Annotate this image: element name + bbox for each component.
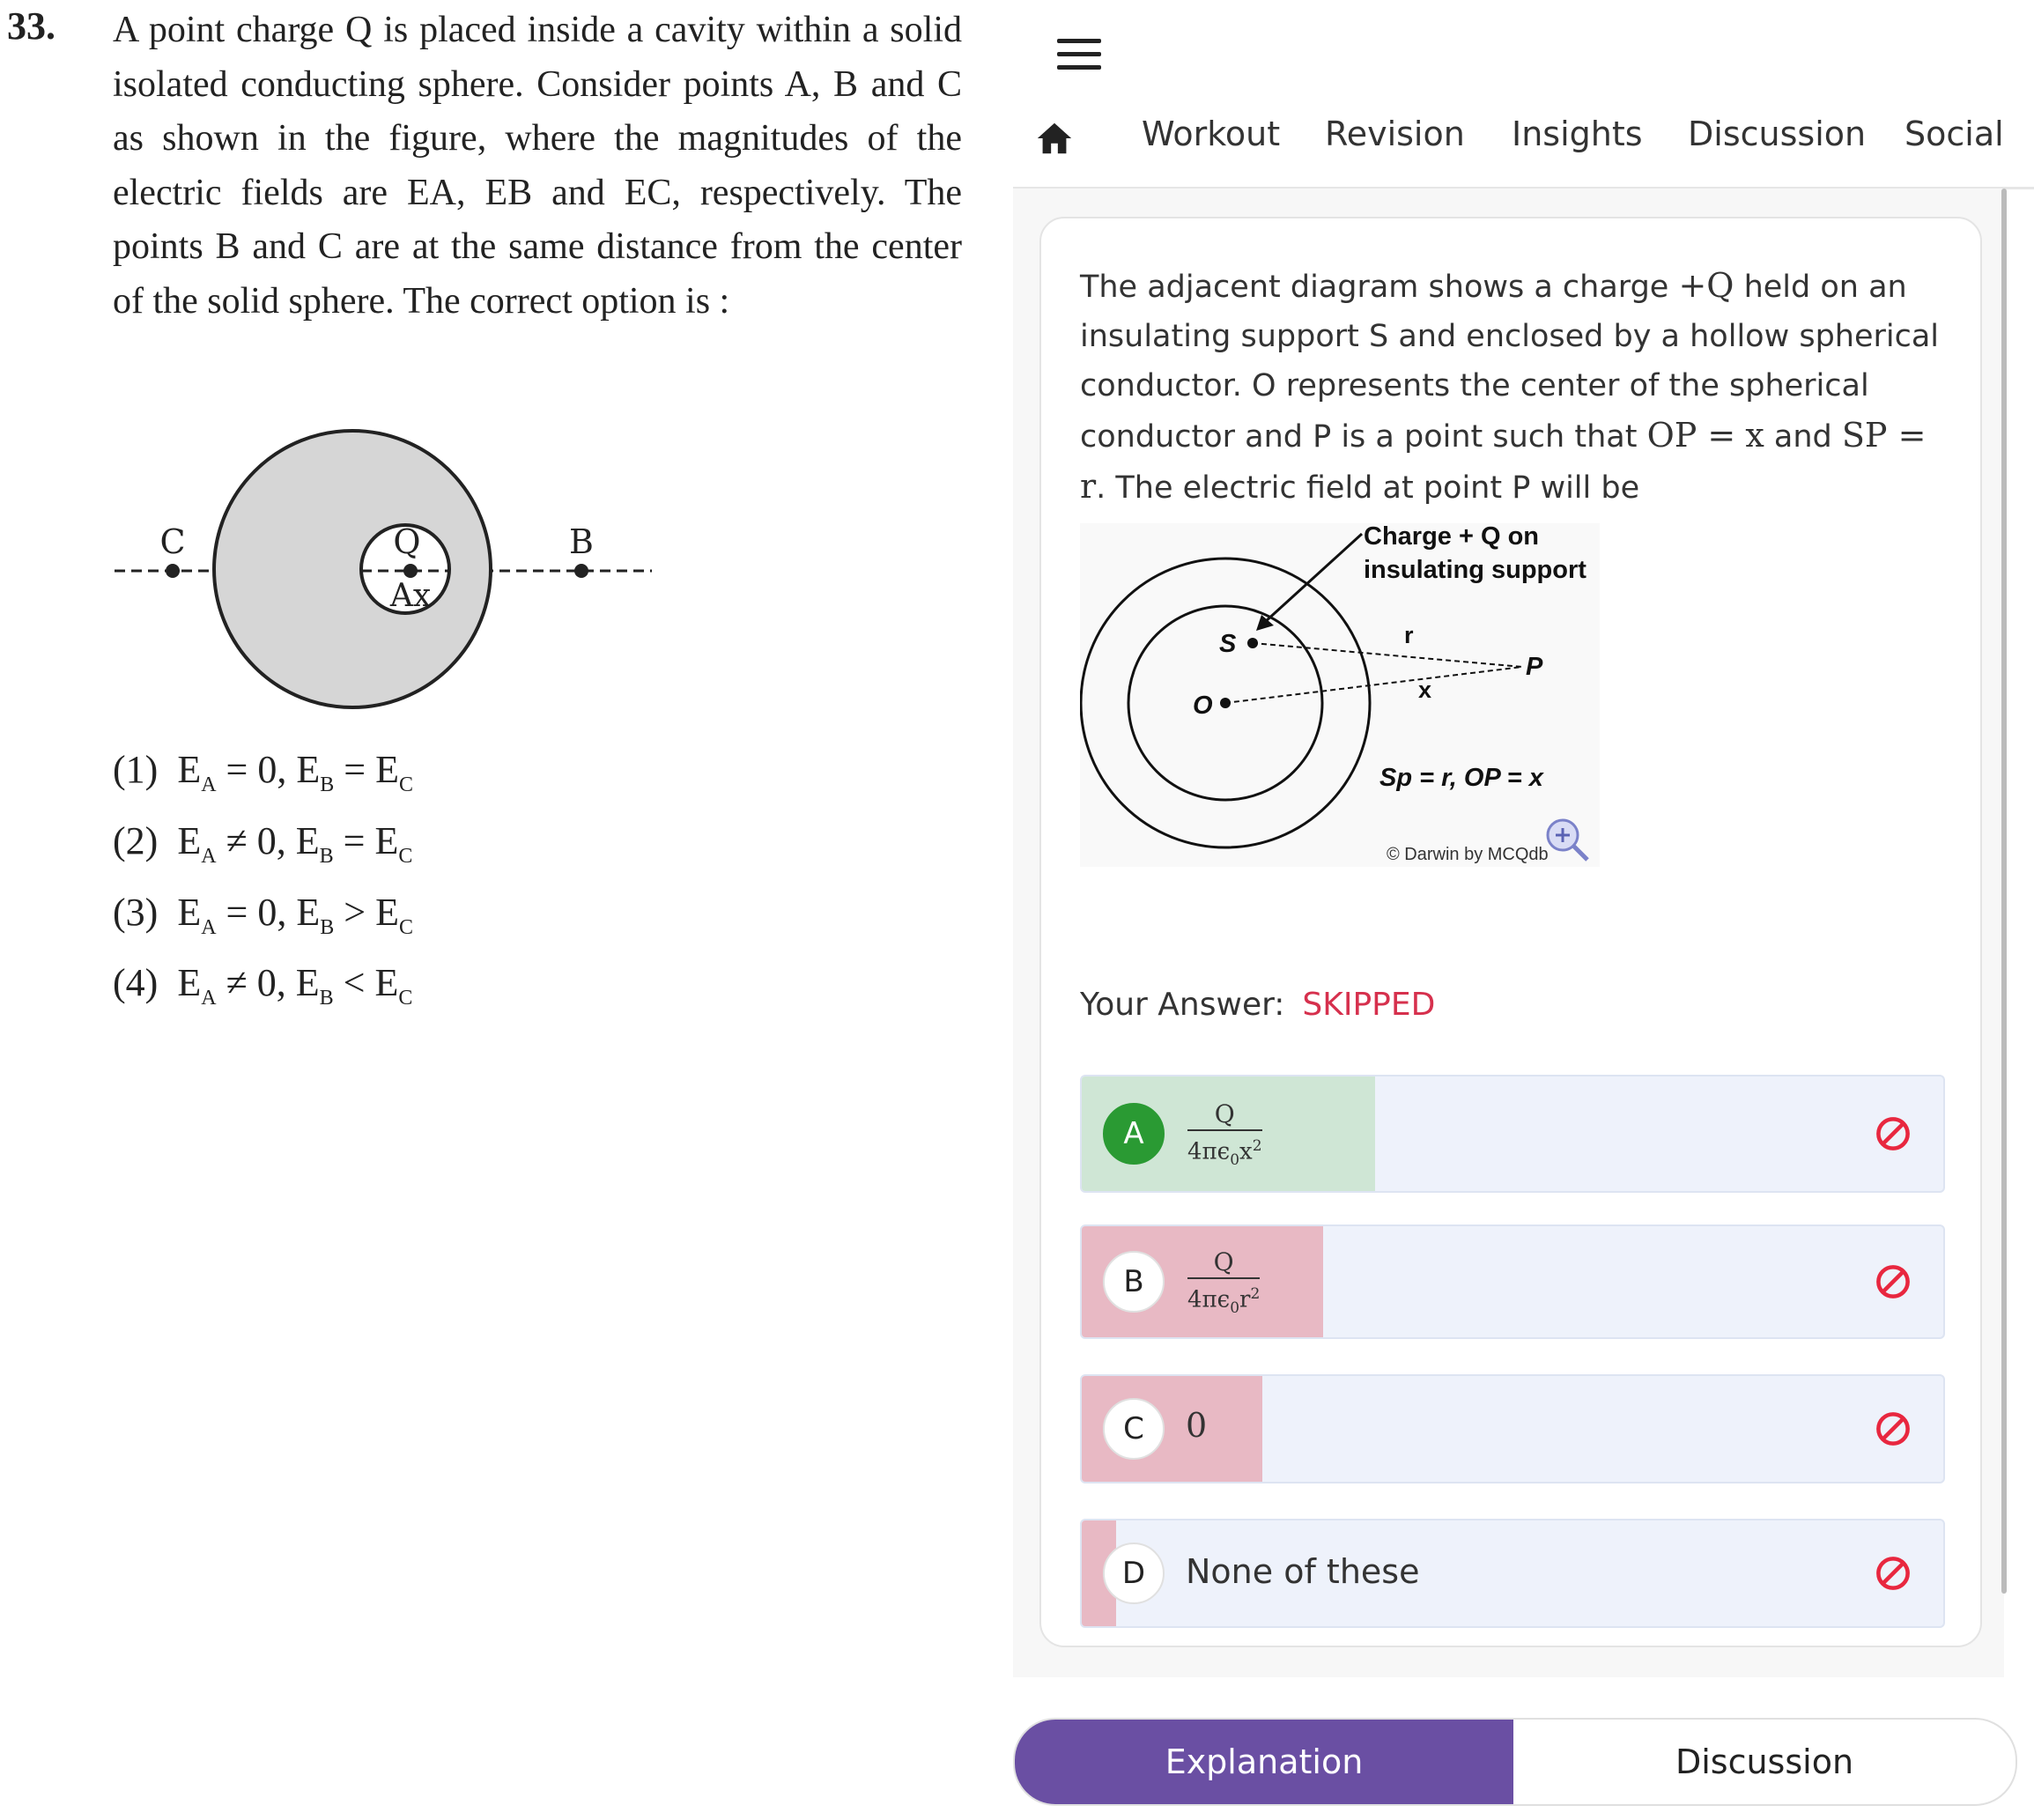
menu-icon[interactable] [1057, 39, 1101, 74]
textbook-option-2: (2) $E_A \ne 0$, $E_B = E_C$ [113, 818, 413, 868]
textbook-question [0, 0, 995, 1057]
diagram-label-s: S [1219, 630, 1237, 658]
diagram-credit: © Darwin by MCQdb [1387, 845, 1549, 864]
question-card [1039, 217, 1982, 1647]
option-c-badge: C [1103, 1398, 1165, 1460]
ban-icon [1875, 1410, 1912, 1447]
your-answer [1080, 987, 1435, 1023]
option-a-badge: A [1103, 1103, 1165, 1165]
diagram-label-r: r [1404, 622, 1414, 648]
textbook-option-3: (3) $E_A = 0$, $E_B > E_C$ [113, 890, 414, 939]
nav-workout[interactable]: Workout [1142, 115, 1281, 153]
nav-discussion[interactable]: Discussion [1688, 115, 1867, 153]
textbook-options [113, 742, 413, 1026]
option-b-badge: B [1103, 1251, 1165, 1313]
question-text: The adjacent diagram shows a charge +Q held on an insulating support S and enclosed by a hollow spherical conductor. O represents the center of the spherical conductor and P is a point such that OP = x and SP = r. The electric field at point P will be [1080, 266, 1940, 506]
label-q: Q [393, 522, 421, 561]
your-answer-label: Your Answer: [1080, 987, 1285, 1023]
option-b[interactable] [1080, 1224, 1945, 1339]
diagram-label-p: P [1526, 653, 1543, 681]
label-b: B [569, 522, 594, 561]
option-b-formula: $\frac{Q}{4\pi\epsilon_0r^2}$ [1187, 1247, 1261, 1317]
ban-icon [1875, 1115, 1912, 1152]
diagram-label-o: O [1193, 692, 1213, 720]
option-d-badge: D [1103, 1543, 1165, 1604]
bottom-tabs [1013, 1718, 2017, 1806]
answer-status: SKIPPED [1302, 987, 1436, 1023]
diagram-label-x: x [1418, 677, 1432, 703]
question-diagram [1080, 523, 1600, 867]
option-a[interactable] [1080, 1075, 1945, 1193]
question-number: 33. [7, 4, 55, 48]
ban-icon [1875, 1263, 1912, 1300]
textbook-option-1: (1) $E_A = 0$, $E_B = E_C$ [113, 748, 414, 796]
option-c[interactable] [1080, 1374, 1945, 1483]
quiz-app [1013, 0, 2034, 1820]
diagram-relation: Sp = r, OP = x [1379, 764, 1543, 792]
question-text: A point charge Q is placed inside a cavity within a solid isolated conducting sphere. Consider points A, B and C as shown in the figure, where the magnitudes of the electric fields are EA, EB and EC, respectively. The points B and C are at the same distance from the center of the solid sphere. The correct option is : [113, 10, 962, 322]
scrollbar[interactable] [2001, 189, 2007, 1594]
textbook-option-4: (4) $E_A \ne 0$, $E_B < E_C$ [113, 961, 413, 1010]
label-a: Ax [389, 578, 432, 614]
option-c-text: 0 [1186, 1406, 1208, 1445]
label-c: C [159, 522, 186, 561]
nav-insights[interactable]: Insights [1512, 115, 1643, 153]
diagram-label-support: insulating support [1364, 556, 1587, 584]
nav-revision[interactable]: Revision [1325, 115, 1465, 153]
tab-explanation[interactable]: Explanation [1015, 1720, 1513, 1804]
nav-social[interactable]: Social [1905, 115, 2004, 153]
tab-discussion[interactable]: Discussion [1675, 1742, 1854, 1781]
home-icon[interactable] [1034, 118, 1075, 159]
option-d-text: None of these [1186, 1552, 1420, 1591]
option-d[interactable] [1080, 1519, 1945, 1628]
top-nav [1013, 106, 2034, 189]
ban-icon [1875, 1555, 1912, 1592]
diagram-label-charge: Charge + Q on [1364, 523, 1540, 551]
option-a-formula: $\frac{Q}{4\pi\epsilon_0x^2}$ [1187, 1099, 1262, 1169]
sphere-figure [106, 405, 669, 722]
